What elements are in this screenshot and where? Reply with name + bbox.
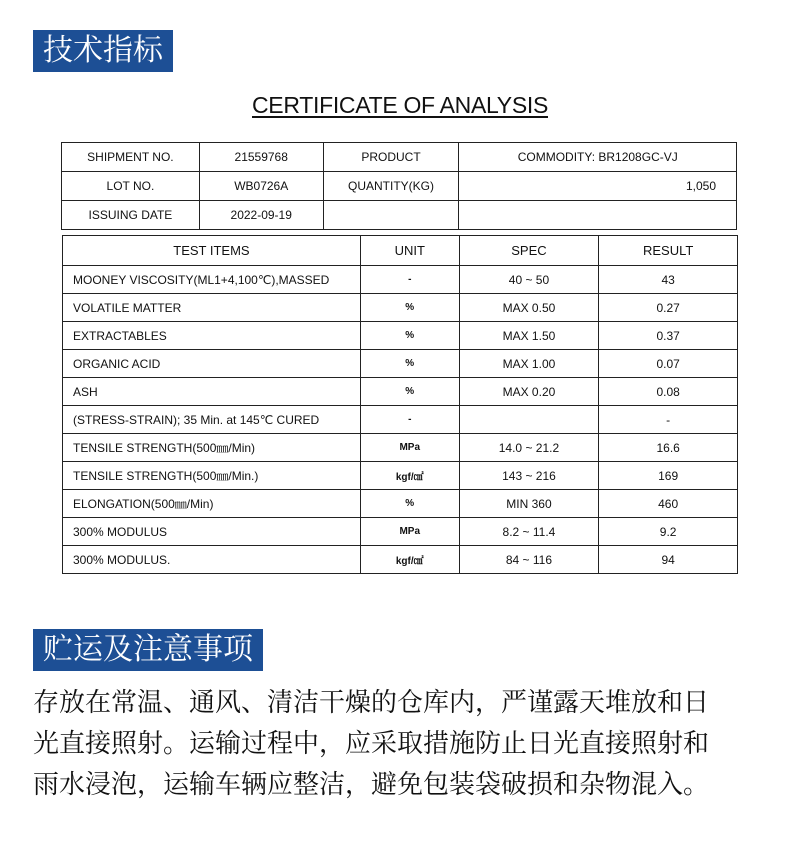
table-row (63, 350, 738, 378)
shipment-no-value: 21559768 (199, 143, 323, 172)
test-item: ORGANIC ACID (63, 350, 361, 378)
test-unit: kgf/㎠ (360, 546, 459, 574)
test-unit: % (360, 378, 459, 406)
table-row (63, 406, 738, 434)
table-row (63, 546, 738, 574)
issuing-date-label: ISSUING DATE (62, 201, 200, 230)
test-result: 0.07 (599, 350, 738, 378)
test-unit: - (360, 406, 459, 434)
test-item: TENSILE STRENGTH(500㎜/Min.) (63, 462, 361, 490)
test-spec: 40 ~ 50 (459, 266, 599, 294)
test-result: 0.37 (599, 322, 738, 350)
info-row-issuing (62, 201, 737, 230)
column-header-unit: UNIT (360, 236, 459, 266)
table-row (63, 518, 738, 546)
test-spec: MAX 1.50 (459, 322, 599, 350)
test-spec: 84 ~ 116 (459, 546, 599, 574)
test-spec: MAX 0.50 (459, 294, 599, 322)
issuing-date-value: 2022-09-19 (199, 201, 323, 230)
product-label: PRODUCT (323, 143, 459, 172)
certificate-title: CERTIFICATE OF ANALYSIS (252, 92, 548, 118)
empty-cell (459, 201, 737, 230)
test-unit: % (360, 490, 459, 518)
test-result: 0.27 (599, 294, 738, 322)
test-unit: - (360, 266, 459, 294)
test-unit: % (360, 294, 459, 322)
test-spec (459, 406, 599, 434)
storage-notes-text: 存放在常温、通风、清洁干燥的仓库内，严谨露天堆放和日光直接照射。运输过程中，应采取措施防止日光直接照射和雨水浸泡，运输车辆应整洁，避免包装袋破损和杂物混入。 (33, 688, 710, 800)
test-result: 43 (599, 266, 738, 294)
test-item: 300% MODULUS. (63, 546, 361, 574)
table-row (63, 490, 738, 518)
test-unit: kgf/㎠ (360, 462, 459, 490)
column-header-test-items: TEST ITEMS (63, 236, 361, 266)
empty-cell (323, 201, 459, 230)
test-result: 169 (599, 462, 738, 490)
test-spec: MIN 360 (459, 490, 599, 518)
table-row (63, 462, 738, 490)
shipment-info-table (61, 142, 737, 230)
test-spec: 8.2 ~ 11.4 (459, 518, 599, 546)
lot-no-label: LOT NO. (62, 172, 200, 201)
test-item: ELONGATION(500㎜/Min) (63, 490, 361, 518)
product-value: COMMODITY: BR1208GC-VJ (459, 143, 737, 172)
column-header-spec: SPEC (459, 236, 599, 266)
test-unit: % (360, 350, 459, 378)
table-row (63, 322, 738, 350)
test-unit: MPa (360, 518, 459, 546)
test-item: ASH (63, 378, 361, 406)
quantity-value: 1,050 (459, 172, 737, 201)
test-result: 9.2 (599, 518, 738, 546)
table-row (63, 378, 738, 406)
test-result: 460 (599, 490, 738, 518)
test-result: 0.08 (599, 378, 738, 406)
test-result: 16.6 (599, 434, 738, 462)
section-title-specs: 技术指标 (33, 30, 173, 72)
table-header-row (63, 236, 738, 266)
info-row-shipment (62, 143, 737, 172)
test-item: EXTRACTABLES (63, 322, 361, 350)
table-row (63, 266, 738, 294)
test-spec: MAX 0.20 (459, 378, 599, 406)
test-item: TENSILE STRENGTH(500㎜/Min) (63, 434, 361, 462)
test-item: (STRESS-STRAIN); 35 Min. at 145℃ CURED (63, 406, 361, 434)
shipment-no-label: SHIPMENT NO. (62, 143, 200, 172)
test-result: - (599, 406, 738, 434)
test-item: 300% MODULUS (63, 518, 361, 546)
info-row-lot (62, 172, 737, 201)
lot-no-value: WB0726A (199, 172, 323, 201)
test-item: VOLATILE MATTER (63, 294, 361, 322)
test-result: 94 (599, 546, 738, 574)
section-title-storage-notes: 贮运及注意事项 (33, 629, 263, 671)
test-item: MOONEY VISCOSITY(ML1+4,100℃),MASSED (63, 266, 361, 294)
table-row (63, 294, 738, 322)
test-spec: 14.0 ~ 21.2 (459, 434, 599, 462)
column-header-result: RESULT (599, 236, 738, 266)
quantity-label: QUANTITY(KG) (323, 172, 459, 201)
test-unit: MPa (360, 434, 459, 462)
test-results-table (62, 235, 738, 574)
test-unit: % (360, 322, 459, 350)
test-spec: MAX 1.00 (459, 350, 599, 378)
test-spec: 143 ~ 216 (459, 462, 599, 490)
table-row (63, 434, 738, 462)
